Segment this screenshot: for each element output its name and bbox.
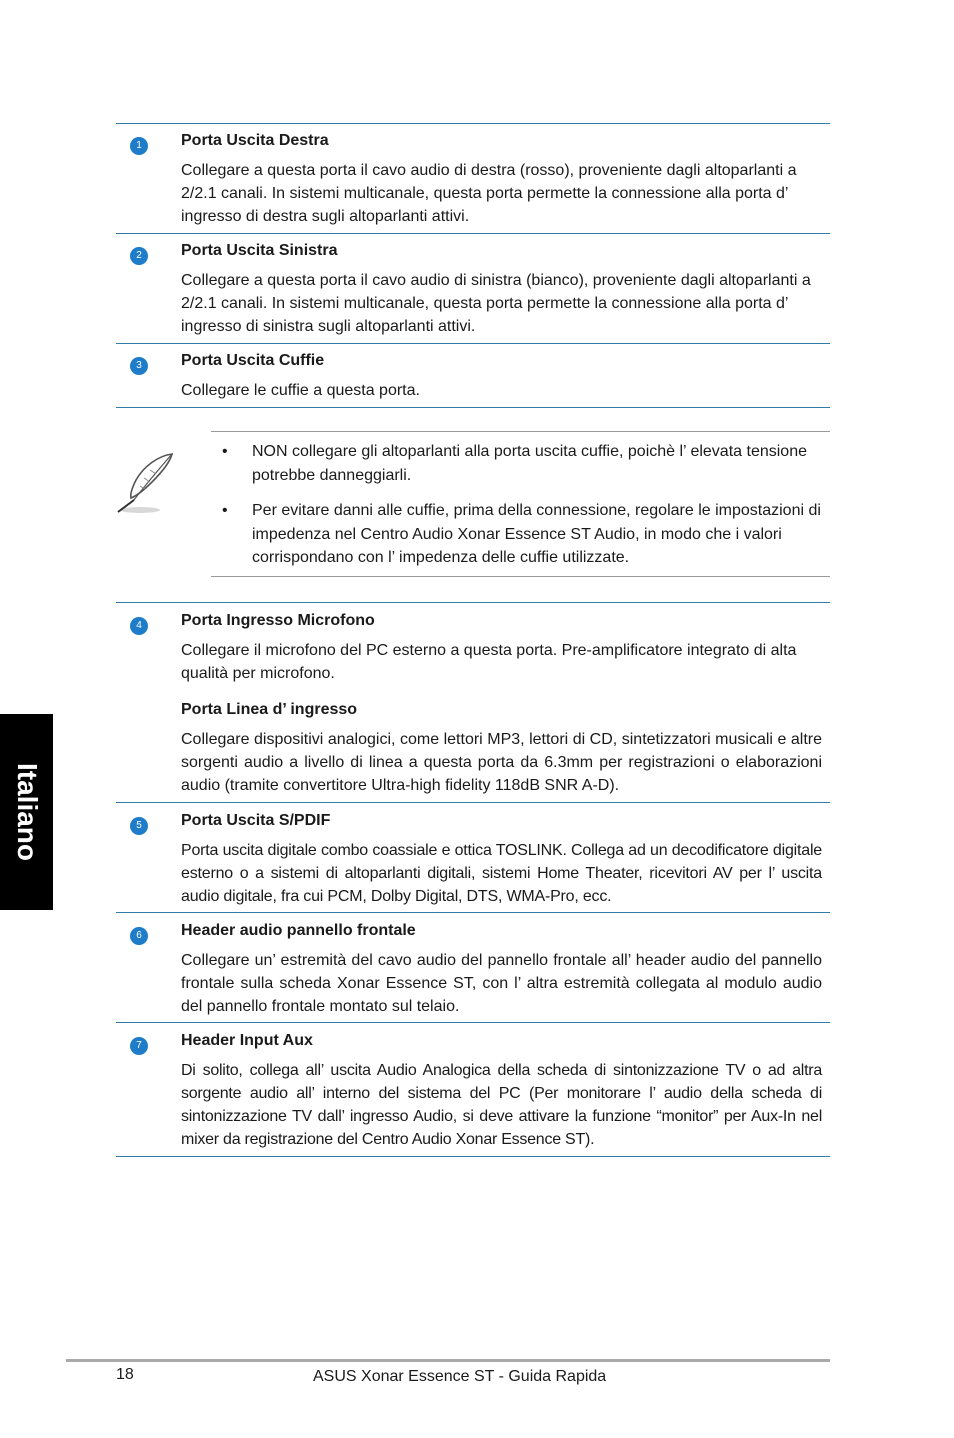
language-label: Italiano: [11, 762, 43, 862]
footer-title: ASUS Xonar Essence ST - Guida Rapida: [313, 1368, 607, 1385]
item-description: Collegare a questa porta il cavo audio di sinistra (bianco), proveniente dagli altoparlanti a 2/2.1 canali. In sistemi multicanale, questa porta permette la connessione alla porta d’ ingresso di sinistra sugli altoparlanti attivi.: [181, 272, 811, 335]
divider: [116, 1022, 830, 1023]
item-description: Collegare le cuffie a questa porta.: [181, 382, 420, 399]
item-description: Di solito, collega all’ uscita Audio Analogica della scheda di sintonizzazione TV o ad altra sorgente audio all’ interno del sistema del PC (Per monitorare l’ audio della scheda di sintonizzazione TV dall’ ingresso Audio, si deve attivare la funzione “monitor” per Aux-In nel mixer da registrazione del Centro Audio Xonar Essence ST).: [181, 1062, 822, 1148]
item-subtitle: Porta Linea d’ ingresso: [181, 701, 358, 718]
item-number-badge: 4: [130, 617, 148, 635]
item-number-badge: 5: [130, 817, 148, 835]
item-title: Porta Uscita S/PDIF: [181, 812, 331, 829]
page-number: 18: [116, 1366, 134, 1383]
item-number-badge: 3: [130, 357, 148, 375]
item-title: Porta Uscita Sinistra: [181, 242, 338, 259]
divider: [116, 123, 830, 124]
bullet-marker: •: [222, 502, 228, 519]
language-side-tab: [0, 714, 53, 910]
item-description: Collegare dispositivi analogici, come lettori MP3, lettori di CD, sintetizzatori musicali e altre sorgenti audio a livello di linea a questa porta da 6.3mm per registrazioni o elaborazioni audio (tramite convertitore Ultra-high fidelity 118dB SNR A-D).: [181, 731, 822, 794]
item-number-badge: 2: [130, 247, 148, 265]
divider: [116, 802, 830, 803]
item-description: Collegare il microfono del PC esterno a questa porta. Pre-amplificatore integrato di alta qualità per microfono.: [181, 642, 797, 682]
item-number-badge: 7: [130, 1037, 148, 1055]
note-divider-bottom: [211, 576, 830, 577]
bullet-marker: •: [222, 443, 228, 460]
item-title: Header audio pannello frontale: [181, 922, 416, 939]
divider: [116, 343, 830, 344]
divider: [116, 912, 830, 913]
note-text: NON collegare gli altoparlanti alla porta uscita cuffie, poichè l’ elevata tensione potrebbe danneggiarli.: [252, 443, 807, 484]
item-description: Collegare a questa porta il cavo audio di destra (rosso), proveniente dagli altoparlanti a 2/2.1 canali. In sistemi multicanale, questa porta permette la connessione alla porta d’ ingresso di destra sugli altoparlanti attivi.: [181, 162, 797, 225]
footer-divider: [66, 1359, 830, 1362]
note-divider-top: [211, 431, 830, 432]
item-number-badge: 6: [130, 927, 148, 945]
divider: [116, 1156, 830, 1157]
item-number-badge: 1: [130, 137, 148, 155]
quill-pen-icon: [110, 448, 180, 518]
item-title: Porta Ingresso Microfono: [181, 612, 375, 629]
divider: [116, 407, 830, 408]
divider: [116, 233, 830, 234]
item-title: Porta Uscita Destra: [181, 132, 329, 149]
item-description: Porta uscita digitale combo coassiale e ottica TOSLINK. Collega ad un decodificatore digitale esterno o a sistemi di altoparlanti digitali, sistemi Home Theater, ricevitori AV per l’ uscita audio digitale, fra cui PCM, Dolby Digital, DTS, WMA-Pro, ecc.: [181, 842, 822, 905]
divider: [116, 602, 830, 603]
item-title: Header Input Aux: [181, 1032, 313, 1049]
item-description: Collegare un’ estremità del cavo audio del pannello frontale all’ header audio del pannello frontale sulla scheda Xonar Essence ST, con l’ altra estremità collegata al modulo audio del pannello frontale montato sul telaio.: [181, 952, 822, 1015]
note-text: Per evitare danni alle cuffie, prima della connessione, regolare le impostazioni di impedenza nel Centro Audio Xonar Essence ST Audio, in modo che i valori corrispondano con l’ impedenza delle cuffie utilizzate.: [252, 502, 821, 566]
item-title: Porta Uscita Cuffie: [181, 352, 325, 369]
